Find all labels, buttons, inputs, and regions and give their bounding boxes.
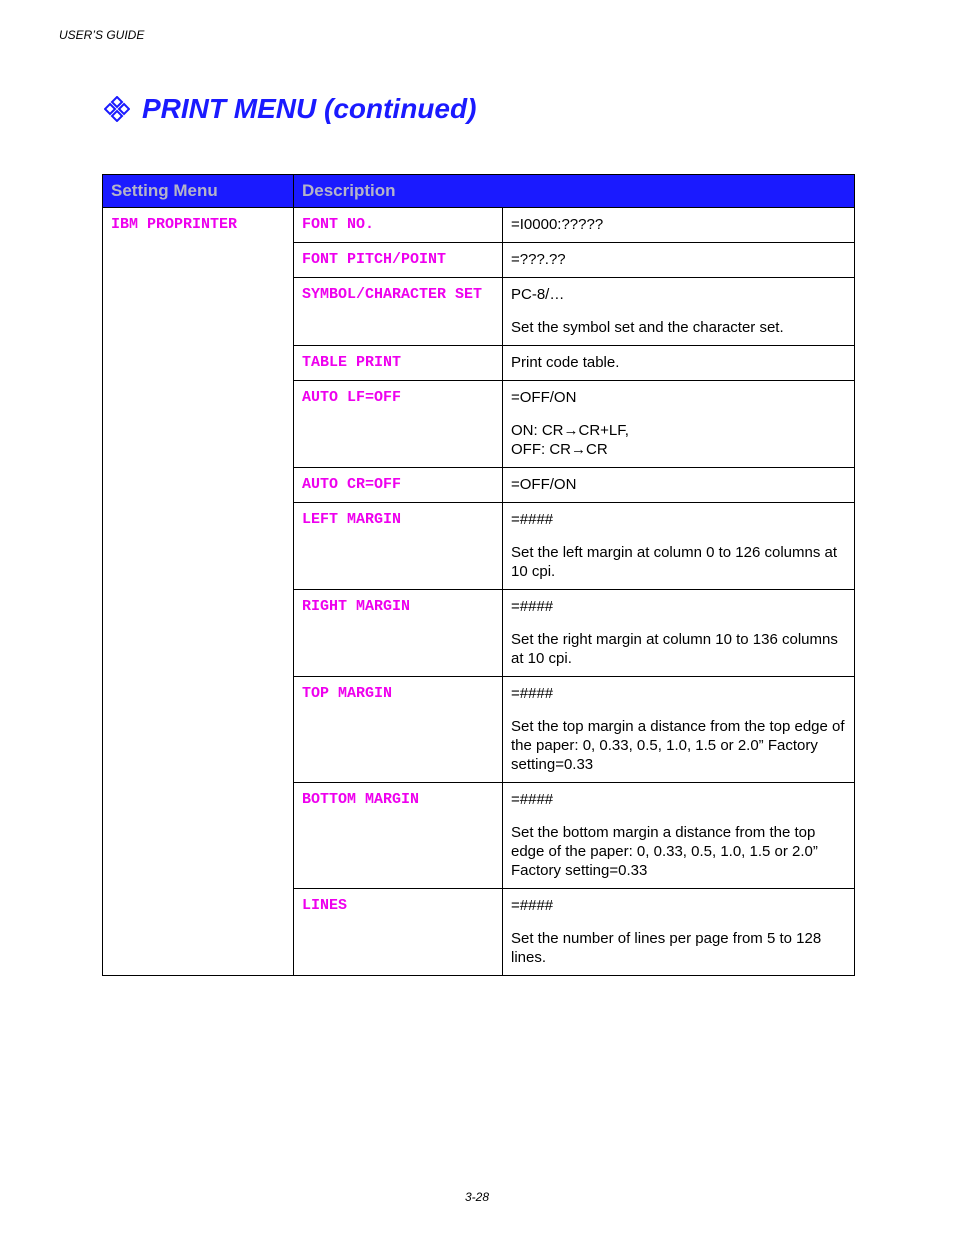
setting-cell: RIGHT MARGIN	[294, 590, 503, 677]
description-cell	[503, 208, 855, 243]
table-body	[103, 208, 855, 976]
column-header-description: Description	[294, 175, 855, 208]
page-title-text: PRINT MENU (continued)	[142, 93, 477, 124]
setting-cell: FONT PITCH/POINT	[294, 243, 503, 278]
description-paragraph: =####	[511, 791, 554, 808]
description-paragraph: Set the right margin at column 10 to 136 columns at 10 cpi.	[511, 631, 838, 667]
description-cell	[503, 677, 855, 783]
description-cell	[503, 503, 855, 590]
description-paragraph: =####	[511, 685, 554, 702]
page-title	[104, 93, 476, 125]
description-paragraph: Print code table.	[511, 354, 620, 371]
setting-cell: BOTTOM MARGIN	[294, 783, 503, 889]
description-paragraph: ON: CR→CR+LF, OFF: CR→CR	[511, 422, 629, 458]
description-cell	[503, 381, 855, 468]
description-paragraph: Set the top margin a distance from the top edge of the paper: 0, 0.33, 0.5, 1.0, 1.5 or 2.0” Factory setting=0.33	[511, 718, 845, 773]
column-header-setting-menu: Setting Menu	[103, 175, 294, 208]
four-diamond-bullet-icon	[104, 96, 130, 122]
setting-cell: LEFT MARGIN	[294, 503, 503, 590]
description-cell	[503, 590, 855, 677]
description-paragraph: Set the number of lines per page from 5 to 128 lines.	[511, 930, 822, 966]
description-paragraph: Set the bottom margin a distance from the top edge of the paper: 0, 0.33, 0.5, 1.0, 1.5 or 2.0” Factory setting=0.33	[511, 824, 818, 879]
setting-cell: AUTO CR=OFF	[294, 468, 503, 503]
description-paragraph: =####	[511, 598, 554, 615]
description-cell	[503, 783, 855, 889]
page-number: 3-28	[465, 1190, 490, 1204]
setting-cell: LINES	[294, 889, 503, 976]
setting-cell: FONT NO.	[294, 208, 503, 243]
setting-cell: SYMBOL/CHARACTER SET	[294, 278, 503, 346]
description-paragraph: =???.??	[511, 251, 566, 268]
setting-cell: AUTO LF=OFF	[294, 381, 503, 468]
description-paragraph: =OFF/ON	[511, 476, 577, 493]
description-cell	[503, 278, 855, 346]
table-row	[103, 208, 855, 243]
description-paragraph: PC-8/…	[511, 286, 565, 303]
description-cell	[503, 889, 855, 976]
description-paragraph: =####	[511, 511, 554, 528]
description-paragraph: =I0000:?????	[511, 216, 604, 233]
setting-cell: TOP MARGIN	[294, 677, 503, 783]
description-cell	[503, 468, 855, 503]
description-cell	[503, 346, 855, 381]
setting-cell: TABLE PRINT	[294, 346, 503, 381]
running-header: USER’S GUIDE	[59, 28, 145, 42]
description-paragraph: =####	[511, 897, 554, 914]
group-cell-ibm-proprinter: IBM PROPRINTER	[103, 208, 294, 976]
print-menu-table	[102, 174, 855, 976]
description-paragraph: =OFF/ON	[511, 389, 577, 406]
description-cell	[503, 243, 855, 278]
description-paragraph: Set the left margin at column 0 to 126 columns at 10 cpi.	[511, 544, 838, 580]
table-header-row	[103, 175, 855, 208]
description-paragraph: Set the symbol set and the character set.	[511, 319, 784, 336]
